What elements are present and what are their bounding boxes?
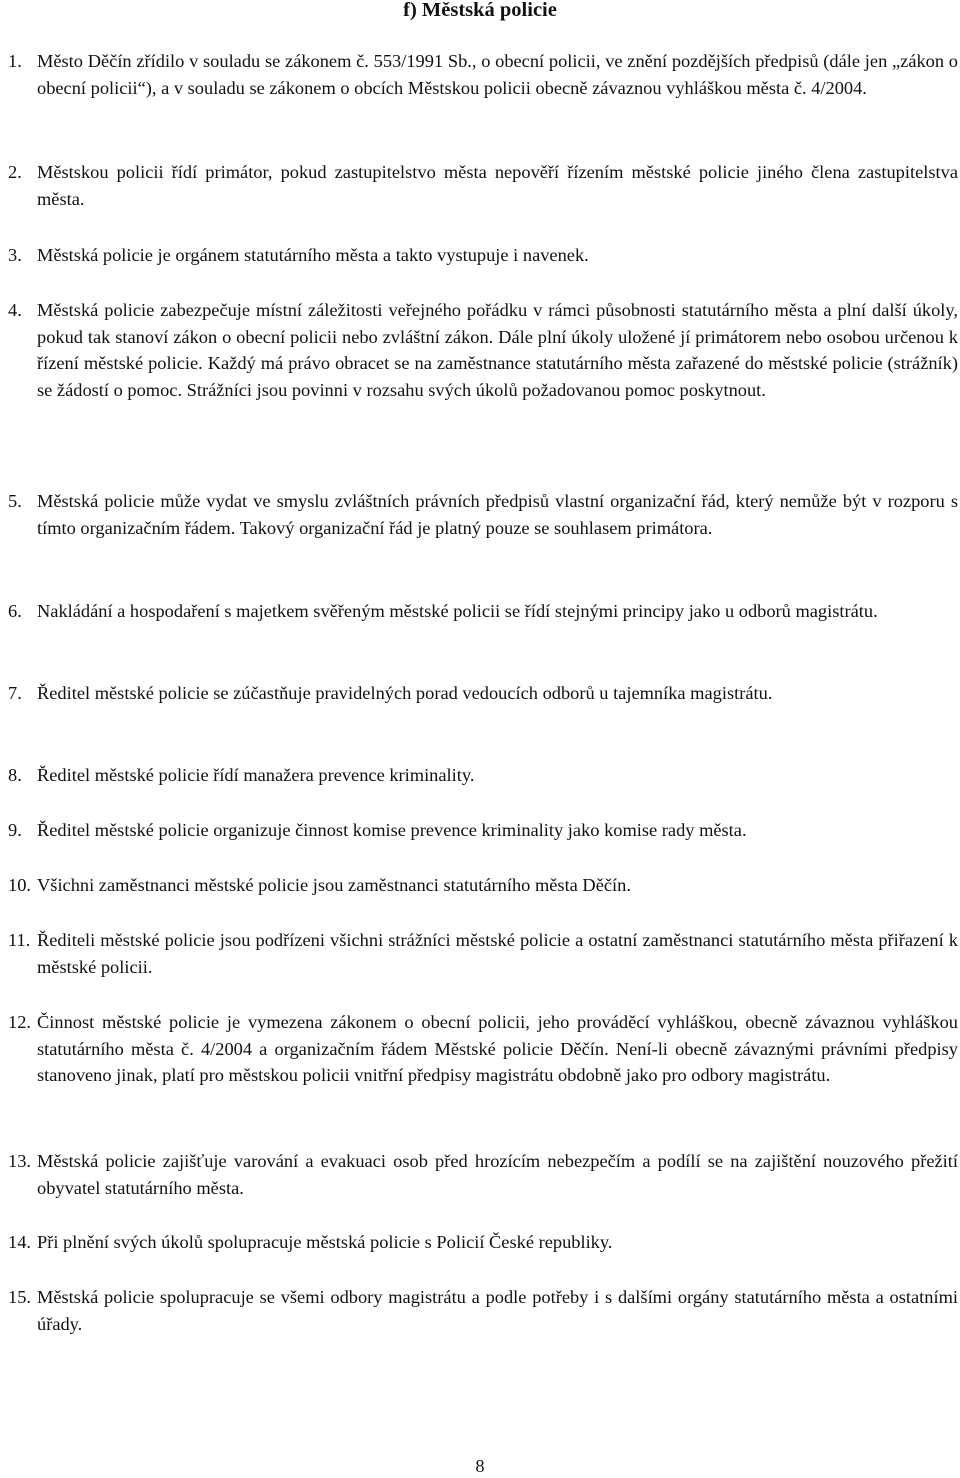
item-number: 4. <box>8 300 22 320</box>
list-item <box>8 242 958 269</box>
list-item <box>8 872 958 899</box>
item-text: Nakládání a hospodaření s majetkem svěřeným městské policii se řídí stejnými principy jako u odborů magistrátu. <box>37 601 878 621</box>
list-item <box>8 159 958 212</box>
list-item <box>8 762 958 789</box>
item-number: 2. <box>8 162 22 182</box>
item-text: Činnost městské policie je vymezena zákonem o obecní policii, jeho prováděcí vyhláškou, obecně závaznou vyhláškou statutárního města č. 4/2004 a organizačním řádem Městské policie Děčín. Není-li obecně závaznými právními předpisy stanoveno jinak, platí pro městskou policii vnitřní předpisy magistrátu obdobně jako pro odbory magistrátu. <box>37 1012 958 1085</box>
item-text: Městská policie spolupracuje se všemi odbory magistrátu a podle potřeby i s dalšími orgány statutárního města a ostatními úřady. <box>37 1287 958 1334</box>
item-number: 3. <box>8 245 22 265</box>
item-number: 12. <box>8 1012 31 1032</box>
list-item <box>8 680 958 707</box>
item-number: 15. <box>8 1287 31 1307</box>
item-number: 11. <box>8 930 31 950</box>
item-number: 5. <box>8 491 22 511</box>
item-text: Ředitel městské policie se zúčastňuje pravidelných porad vedoucích odborů u tajemníka magistrátu. <box>37 683 773 703</box>
item-text: Městská policie je orgánem statutárního města a takto vystupuje i navenek. <box>37 245 589 265</box>
item-number: 6. <box>8 601 22 621</box>
item-text: Město Děčín zřídilo v souladu se zákonem č. 553/1991 Sb., o obecní policii, ve znění pozdějších předpisů (dále jen „zákon o obecní policii“), a v souladu se zákonem o obcích Městskou policii obecně závaznou vyhláškou města č. 4/2004. <box>37 51 958 98</box>
list-item <box>8 1009 958 1089</box>
item-text: Řediteli městské policie jsou podřízeni všichni strážníci městské policie a ostatní zaměstnanci statutárního města přiřazení k městské policii. <box>37 930 958 977</box>
list-item <box>8 1148 958 1201</box>
list-item <box>8 297 958 403</box>
section-title: f) Městská policie <box>403 0 557 21</box>
item-text: Městská policie zajišťuje varování a evakuaci osob před hrozícím nebezpečím a podílí se na zajištění nouzového přežití obyvatel statutárního města. <box>37 1151 958 1198</box>
item-text: Ředitel městské policie řídí manažera prevence kriminality. <box>37 765 475 785</box>
item-number: 14. <box>8 1232 31 1252</box>
item-number: 7. <box>8 683 22 703</box>
item-text: Městská policie zabezpečuje místní záležitosti veřejného pořádku v rámci působnosti statutárního města a plní další úkoly, pokud tak stanoví zákon o obecní policii nebo zvláštní zákon. Dále plní úkoly uložené jí primátorem nebo osobou určenou k řízení městské policie. Každý má právo obracet se na zaměstnance statutárního města zařazené do městské policie (strážník) se žádostí o pomoc. Strážníci jsou povinni v rozsahu svých úkolů požadovanou pomoc poskytnout. <box>37 300 958 400</box>
page-number: 8 <box>475 1456 485 1476</box>
list-item <box>8 817 958 844</box>
item-text: Ředitel městské policie organizuje činnost komise prevence kriminality jako komise rady města. <box>37 820 747 840</box>
item-text: Městskou policii řídí primátor, pokud zastupitelstvo města nepověří řízením městské policie jiného člena zastupitelstva města. <box>37 162 958 209</box>
list-item <box>8 1284 958 1337</box>
item-number: 1. <box>8 51 22 71</box>
list-item <box>8 48 958 101</box>
item-text: Všichni zaměstnanci městské policie jsou zaměstnanci statutárního města Děčín. <box>37 875 631 895</box>
item-number: 9. <box>8 820 22 840</box>
list-item <box>8 598 958 625</box>
list-item <box>8 927 958 980</box>
item-text: Městská policie může vydat ve smyslu zvláštních právních předpisů vlastní organizační řád, který nemůže být v rozporu s tímto organizačním řádem. Takový organizační řád je platný pouze se souhlasem primátora. <box>37 491 958 538</box>
item-text: Při plnění svých úkolů spolupracuje městská policie s Policií České republiky. <box>37 1232 613 1252</box>
item-number: 13. <box>8 1151 31 1171</box>
item-number: 10. <box>8 875 31 895</box>
list-item <box>8 488 958 541</box>
list-item <box>8 1229 958 1256</box>
item-number: 8. <box>8 765 22 785</box>
